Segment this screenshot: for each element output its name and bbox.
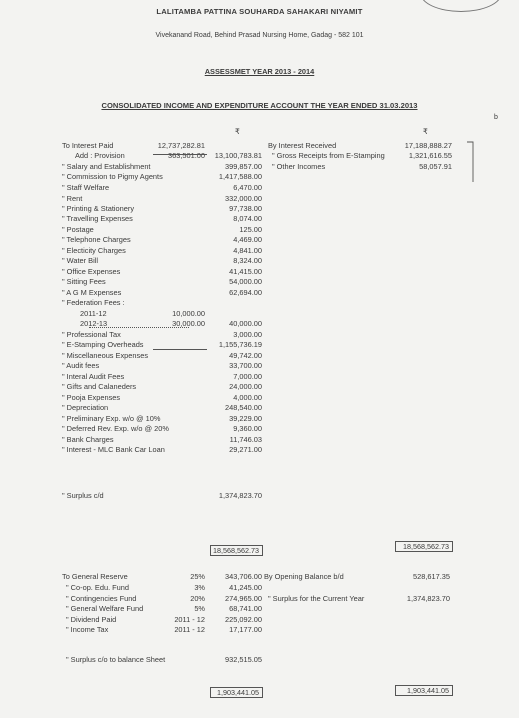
expenditure-amount: 125.00	[239, 225, 262, 234]
expenditure-amount: 97,738.00	[229, 204, 262, 213]
expenditure-amount: 4,469.00	[233, 235, 262, 244]
expenditure-label: " Gifts and Calaneders	[62, 382, 137, 391]
appropriation-amount: 274,965.00	[225, 594, 262, 603]
expenditure-label: " Telephone Charges	[62, 235, 131, 244]
total-left: 18,568,562.73	[213, 546, 259, 555]
appropriation-income-label: By Opening Balance b/d	[264, 572, 344, 581]
expenditure-label: " Salary and Establishment	[62, 162, 151, 171]
expenditure-amount: 3,000.00	[233, 330, 262, 339]
income-label: " Gross Receipts from E-Stamping	[272, 151, 385, 160]
appropriation-pct: 3%	[194, 583, 205, 592]
provision-underline	[153, 154, 207, 155]
expenditure-amount: 41,415.00	[229, 267, 262, 276]
expenditure-amount: 1,374,823.70	[218, 491, 262, 500]
expenditure-amount: 29,271.00	[229, 445, 262, 454]
appropriation-amount: 225,092.00	[225, 615, 262, 624]
expenditure-amount: 6,470.00	[233, 183, 262, 192]
expenditure-label: " Bank Charges	[62, 435, 114, 444]
margin-mark: b	[494, 114, 498, 121]
expenditure-amount: 248,540.00	[225, 403, 262, 412]
expenditure-amount: 54,000.00	[229, 277, 262, 286]
expenditure-amount: 8,324.00	[233, 256, 262, 265]
income-amount: 17,188,888.27	[404, 141, 452, 150]
expenditure-label: To Interest Paid	[62, 141, 114, 150]
expenditure-label: " Commission to Pigmy Agents	[62, 172, 163, 181]
appropriation-income-label: " Surplus for the Current Year	[268, 594, 365, 603]
appropriation-amount: 932,515.05	[225, 655, 262, 664]
expenditure-label: " Professional Tax	[62, 330, 121, 339]
appropriation-pct: 2011 - 12	[174, 615, 205, 624]
expenditure-amount: 39,229.00	[229, 414, 262, 423]
expenditure-sub-amount: 12,737,282.81	[157, 141, 205, 150]
federation-fees-underline	[89, 327, 189, 328]
expenditure-label: " E-Stamping Overheads	[62, 340, 144, 349]
org-name: LALITAMBA PATTINA SOUHARDA SAHAKARI NIYAMIT	[156, 7, 363, 16]
expenditure-sub-amount: 30,000.00	[172, 319, 205, 328]
appropriation-label: " Surplus c/o to balance Sheet	[66, 655, 166, 664]
total2-left: 1,903,441.05	[217, 688, 259, 697]
expenditure-label: " Interest - MLC Bank Car Loan	[62, 445, 165, 454]
expenditure-label: " Depreciation	[62, 403, 109, 412]
federation-underline	[153, 349, 207, 350]
expenditure-label: " Audit fees	[62, 361, 100, 370]
appropriation-amount: 343,706.00	[225, 572, 262, 581]
expenditure-label: " Sitting Fees	[62, 277, 106, 286]
expenditure-label: 2011-12	[80, 309, 107, 318]
appropriation-pct: 25%	[190, 572, 205, 581]
expenditure-label: " Postage	[62, 225, 94, 234]
expenditure-label: 2012-13	[80, 319, 108, 328]
expenditure-amount: 24,000.00	[229, 382, 262, 391]
appropriation-amount: 68,741.00	[229, 604, 262, 613]
total2-right: 1,903,441.05	[407, 686, 449, 695]
appropriation-pct: 5%	[194, 604, 205, 613]
appropriation-amount: 17,177.00	[229, 625, 262, 634]
expenditure-amount: 1,417,588.00	[218, 172, 262, 181]
expenditure-label: " Travelling Expenses	[62, 214, 133, 223]
expenditure-label: " Rent	[62, 194, 83, 203]
total-right: 18,568,562.73	[403, 542, 449, 551]
appropriation-pct: 20%	[190, 594, 205, 603]
income-label: " Other Incomes	[272, 162, 326, 171]
income-label: By Interest Received	[268, 141, 337, 150]
rupee-symbol-right: ₹	[423, 127, 428, 136]
appropriation-label: " Dividend Paid	[66, 615, 117, 624]
expenditure-amount: 8,074.00	[233, 214, 262, 223]
expenditure-amount: 7,000.00	[233, 372, 262, 381]
expenditure-amount: 1,155,736.19	[218, 340, 262, 349]
expenditure-label: " Federation Fees :	[62, 298, 125, 307]
appropriation-income-amount: 528,617.35	[413, 572, 450, 581]
expenditure-label: " Interal Audit Fees	[62, 372, 125, 381]
rupee-symbol-left: ₹	[235, 127, 240, 136]
appropriation-label: " Contingencies Fund	[66, 594, 137, 603]
expenditure-amount: 13,100,783.81	[214, 151, 262, 160]
assessment-year: ASSESSMET YEAR 2013 - 2014	[204, 67, 315, 76]
expenditure-label: " Water Bill	[62, 256, 99, 265]
expenditure-amount: 11,746.03	[229, 435, 262, 444]
appropriation-label: To General Reserve	[62, 572, 128, 581]
expenditure-label: " Printing & Stationery	[62, 204, 135, 213]
expenditure-sub-amount: 363,501.00	[168, 151, 205, 160]
expenditure-label: " Electicity Charges	[62, 246, 126, 255]
appropriation-pct: 2011 - 12	[174, 625, 205, 634]
org-address: Vivekanand Road, Behind Prasad Nursing Home, Gadag - 582 101	[155, 32, 364, 39]
expenditure-label: " Deferred Rev. Exp. w/o @ 20%	[62, 424, 169, 433]
expenditure-label: " A G M Expenses	[62, 288, 122, 297]
expenditure-amount: 4,000.00	[233, 393, 262, 402]
expenditure-amount: 4,841.00	[233, 246, 262, 255]
expenditure-label: Add : Provision	[75, 151, 125, 160]
appropriation-income-amount: 1,374,823.70	[406, 594, 450, 603]
appropriation-amount: 41,245.00	[229, 583, 262, 592]
expenditure-amount: 62,694.00	[229, 288, 262, 297]
expenditure-amount: 332,000.00	[225, 194, 262, 203]
expenditure-label: " Staff Welfare	[62, 183, 110, 192]
expenditure-label: " Preliminary Exp. w/o @ 10%	[62, 414, 161, 423]
appropriation-label: " General Welfare Fund	[66, 604, 144, 613]
bracket-mark	[465, 139, 477, 185]
expenditure-label: " Pooja Expenses	[62, 393, 121, 402]
expenditure-sub-amount: 10,000.00	[172, 309, 205, 318]
expenditure-amount: 9,360.00	[233, 424, 262, 433]
expenditure-amount: 40,000.00	[229, 319, 262, 328]
appropriation-label: " Income Tax	[66, 625, 109, 634]
expenditure-amount: 399,857.00	[225, 162, 262, 171]
income-amount: 1,321,616.55	[408, 151, 452, 160]
expenditure-amount: 49,742.00	[229, 351, 262, 360]
expenditure-amount: 33,700.00	[229, 361, 262, 370]
expenditure-label: " Surplus c/d	[62, 491, 104, 500]
expenditure-label: " Office Expenses	[62, 267, 121, 276]
income-amount: 58,057.91	[419, 162, 452, 171]
appropriation-label: " Co-op. Edu. Fund	[66, 583, 130, 592]
statement-title: CONSOLIDATED INCOME AND EXPENDITURE ACCOUNT THE YEAR ENDED 31.03.2013	[101, 101, 418, 110]
expenditure-label: " Miscellaneous Expenses	[62, 351, 149, 360]
